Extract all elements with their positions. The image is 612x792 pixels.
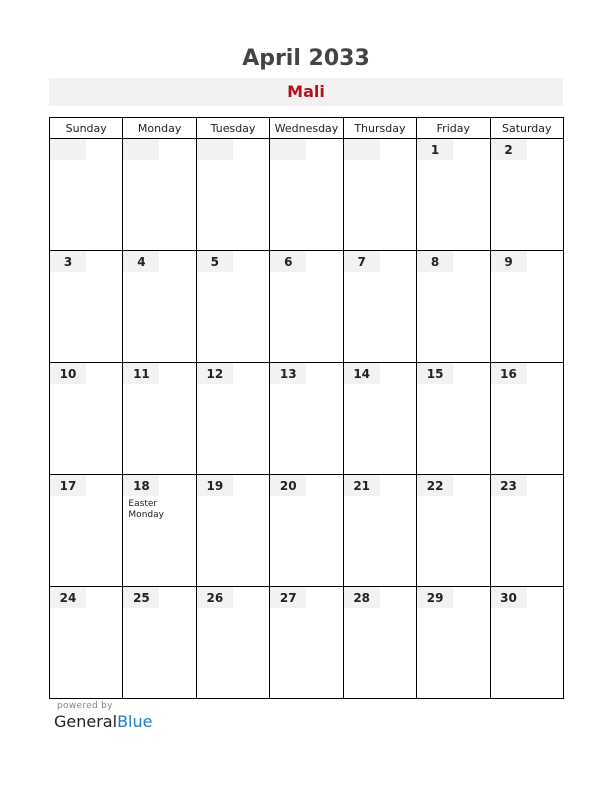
day-number: 2 bbox=[491, 139, 527, 160]
day-cell bbox=[490, 139, 563, 251]
day-number: 22 bbox=[417, 475, 453, 496]
weekday-header: Sunday bbox=[50, 118, 123, 139]
day-cell bbox=[196, 475, 269, 587]
day-number: 25 bbox=[123, 587, 159, 608]
day-number: 28 bbox=[344, 587, 380, 608]
day-cell bbox=[123, 139, 196, 251]
day-cell bbox=[50, 363, 123, 475]
powered-by-text: powered by bbox=[57, 701, 113, 711]
calendar-grid bbox=[49, 117, 564, 699]
day-cell bbox=[196, 139, 269, 251]
day-cell bbox=[490, 475, 563, 587]
day-number: 29 bbox=[417, 587, 453, 608]
day-number: 13 bbox=[270, 363, 306, 384]
day-cell bbox=[196, 363, 269, 475]
weekday-header: Tuesday bbox=[196, 118, 269, 139]
day-cell bbox=[270, 363, 343, 475]
day-cell bbox=[50, 139, 123, 251]
country-banner bbox=[49, 78, 563, 106]
day-number: 21 bbox=[344, 475, 380, 496]
day-cell bbox=[343, 251, 416, 363]
week-row bbox=[50, 587, 564, 699]
week-row bbox=[50, 363, 564, 475]
day-number bbox=[50, 139, 86, 160]
country-name: Mali bbox=[287, 82, 325, 101]
day-cell bbox=[50, 475, 123, 587]
week-row bbox=[50, 475, 564, 587]
day-cell bbox=[343, 587, 416, 699]
day-number: 18 bbox=[123, 475, 159, 496]
day-number: 9 bbox=[491, 251, 527, 272]
weekday-header: Friday bbox=[417, 118, 490, 139]
day-number: 24 bbox=[50, 587, 86, 608]
day-number: 8 bbox=[417, 251, 453, 272]
day-cell bbox=[50, 251, 123, 363]
calendar-title: April 2033 bbox=[242, 46, 370, 71]
day-number: 4 bbox=[123, 251, 159, 272]
day-cell bbox=[343, 139, 416, 251]
day-cell bbox=[123, 251, 196, 363]
weekday-header-row bbox=[50, 118, 564, 139]
day-cell bbox=[270, 475, 343, 587]
day-number bbox=[197, 139, 233, 160]
day-cell bbox=[270, 587, 343, 699]
day-number: 23 bbox=[491, 475, 527, 496]
day-number: 3 bbox=[50, 251, 86, 272]
day-cell bbox=[196, 251, 269, 363]
day-cell bbox=[490, 363, 563, 475]
day-number: 26 bbox=[197, 587, 233, 608]
day-number: 10 bbox=[50, 363, 86, 384]
day-cell bbox=[343, 363, 416, 475]
day-cell bbox=[196, 587, 269, 699]
week-row bbox=[50, 251, 564, 363]
weekday-header: Monday bbox=[123, 118, 196, 139]
day-number: 30 bbox=[491, 587, 527, 608]
brand-logo[interactable] bbox=[54, 712, 152, 731]
day-cell bbox=[417, 587, 490, 699]
weekday-header: Wednesday bbox=[270, 118, 343, 139]
weekday-header: Saturday bbox=[490, 118, 563, 139]
day-cell bbox=[417, 139, 490, 251]
day-cell bbox=[123, 363, 196, 475]
day-cell bbox=[50, 587, 123, 699]
day-cell bbox=[123, 587, 196, 699]
day-cell bbox=[270, 139, 343, 251]
day-cell bbox=[490, 587, 563, 699]
brand-general-text: General bbox=[54, 712, 118, 731]
day-number: 11 bbox=[123, 363, 159, 384]
day-cell bbox=[417, 475, 490, 587]
day-cell bbox=[417, 363, 490, 475]
holiday-label: Easter Monday bbox=[128, 499, 164, 520]
calendar-body bbox=[50, 139, 564, 699]
day-number bbox=[123, 139, 159, 160]
day-number: 17 bbox=[50, 475, 86, 496]
day-cell bbox=[490, 251, 563, 363]
day-cell bbox=[417, 251, 490, 363]
day-number: 27 bbox=[270, 587, 306, 608]
day-number: 1 bbox=[417, 139, 453, 160]
day-cell bbox=[343, 475, 416, 587]
brand-blue-text: Blue bbox=[117, 712, 153, 731]
day-number: 5 bbox=[197, 251, 233, 272]
day-number: 19 bbox=[197, 475, 233, 496]
week-row bbox=[50, 139, 564, 251]
day-number: 7 bbox=[344, 251, 380, 272]
weekday-header: Thursday bbox=[343, 118, 416, 139]
day-number bbox=[270, 139, 306, 160]
day-cell bbox=[123, 475, 196, 587]
day-number: 15 bbox=[417, 363, 453, 384]
day-number: 16 bbox=[491, 363, 527, 384]
day-number: 12 bbox=[197, 363, 233, 384]
day-number: 20 bbox=[270, 475, 306, 496]
day-number bbox=[344, 139, 380, 160]
day-number: 14 bbox=[344, 363, 380, 384]
day-number: 6 bbox=[270, 251, 306, 272]
day-cell bbox=[270, 251, 343, 363]
